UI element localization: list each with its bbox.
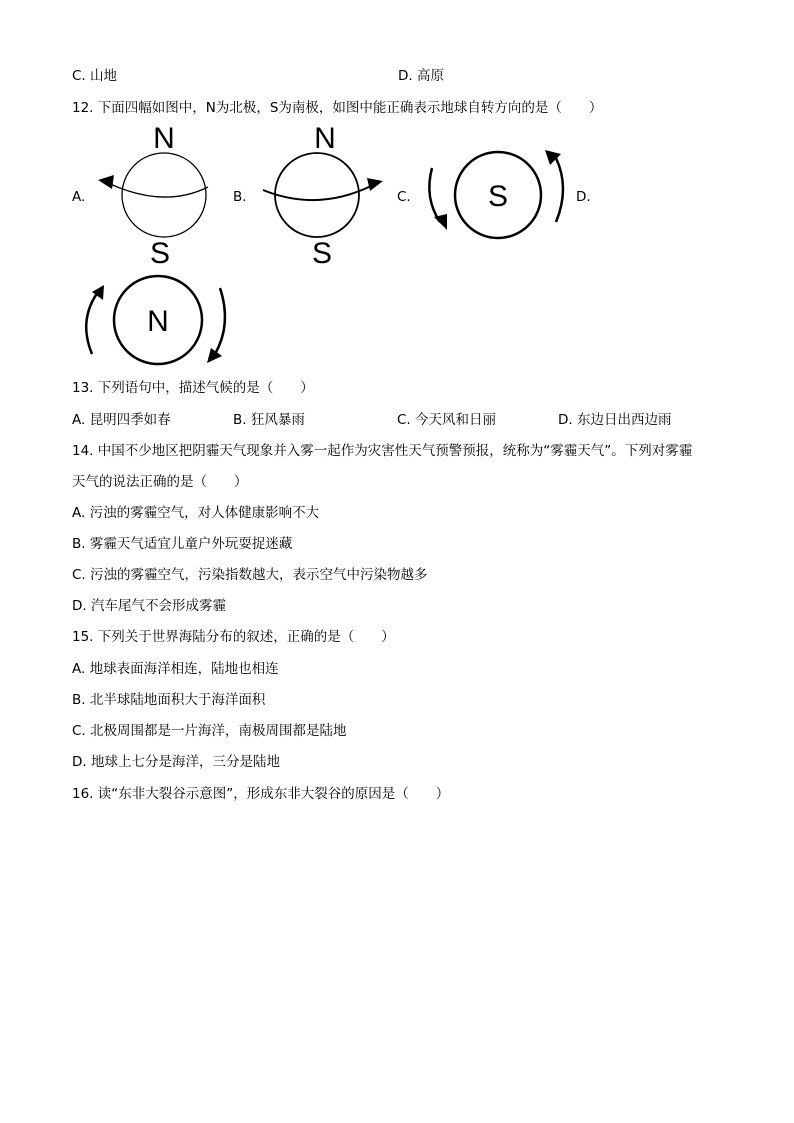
fig-a-south-label: S bbox=[149, 237, 171, 270]
q15-stem: 15. 下列关于世界海陆分布的叙述，正确的是（ ） bbox=[72, 629, 395, 645]
q13-option-d: D. 东边日出西边雨 bbox=[558, 412, 672, 428]
fig-b-arrowhead-right bbox=[367, 178, 383, 191]
fig-b-north-label: N bbox=[314, 122, 336, 155]
q14-option-c: C. 污浊的雾霾空气，污染指数越大，表示空气中污染物越多 bbox=[72, 567, 428, 583]
q13-option-b: B. 狂风暴雨 bbox=[233, 412, 305, 428]
q12-figure-b bbox=[255, 120, 390, 270]
fig-c-left-arc bbox=[429, 168, 440, 222]
fig-b-south-label: S bbox=[311, 237, 333, 270]
q15-option-a: A. 地球表面海洋相连，陆地也相连 bbox=[72, 661, 279, 677]
fig-a-north-label: N bbox=[153, 122, 175, 155]
q14-option-b: B. 雾霾天气适宜儿童户外玩耍捉迷藏 bbox=[72, 536, 293, 552]
fig-d-right-arc bbox=[215, 288, 225, 354]
q13-option-c: C. 今天风和日丽 bbox=[397, 412, 497, 428]
q15-option-d: D. 地球上七分是海洋，三分是陆地 bbox=[72, 754, 280, 770]
fig-b-rotation-arrow bbox=[263, 186, 371, 200]
q13-option-a: A. 昆明四季如春 bbox=[72, 412, 171, 428]
q12-figure-a bbox=[90, 120, 220, 270]
q14-option-a: A. 污浊的雾霾空气，对人体健康影响不大 bbox=[72, 505, 320, 521]
fig-d-arrowhead-down bbox=[207, 348, 222, 363]
q12-figure-c bbox=[420, 140, 580, 250]
fig-c-right-arc bbox=[556, 158, 563, 222]
fig-a-arrowhead-left bbox=[98, 175, 114, 189]
q15-option-c: C. 北极周围都是一片海洋，南极周围都是陆地 bbox=[72, 723, 347, 739]
q14-stem-line2: 天气的说法正确的是（ ） bbox=[72, 474, 248, 490]
q15-option-b: B. 北半球陆地面积大于海洋面积 bbox=[72, 692, 266, 708]
prev-option-d: D. 高原 bbox=[398, 68, 444, 84]
q16-stem: 16. 读“东非大裂谷示意图”，形成东非大裂谷的原因是（ ） bbox=[72, 786, 450, 802]
fig-d-pole-label: N bbox=[147, 305, 169, 338]
fig-c-pole-label: S bbox=[487, 180, 509, 213]
fig-d-left-arc bbox=[86, 292, 98, 354]
q12-label-a: A. bbox=[72, 189, 86, 205]
q12-label-c: C. bbox=[397, 189, 411, 205]
q14-option-d: D. 汽车尾气不会形成雾霾 bbox=[72, 598, 226, 614]
prev-option-c: C. 山地 bbox=[72, 68, 118, 84]
q12-label-b: B. bbox=[233, 189, 247, 205]
fig-a-globe bbox=[122, 153, 206, 237]
q12-label-d: D. bbox=[576, 189, 591, 205]
q13-stem: 13. 下列语句中，描述气候的是（ ） bbox=[72, 380, 314, 396]
q12-stem: 12. 下面四幅如图中，N为北极，S为南极，如图中能正确表示地球自转方向的是（ ） bbox=[72, 100, 603, 116]
q14-stem-line1: 14. 中国不少地区把阴霾天气现象并入雾一起作为灾害性天气预警预报，统称为“雾霾天气”。下列对雾霾 bbox=[72, 443, 693, 459]
q12-figure-d bbox=[70, 270, 240, 370]
